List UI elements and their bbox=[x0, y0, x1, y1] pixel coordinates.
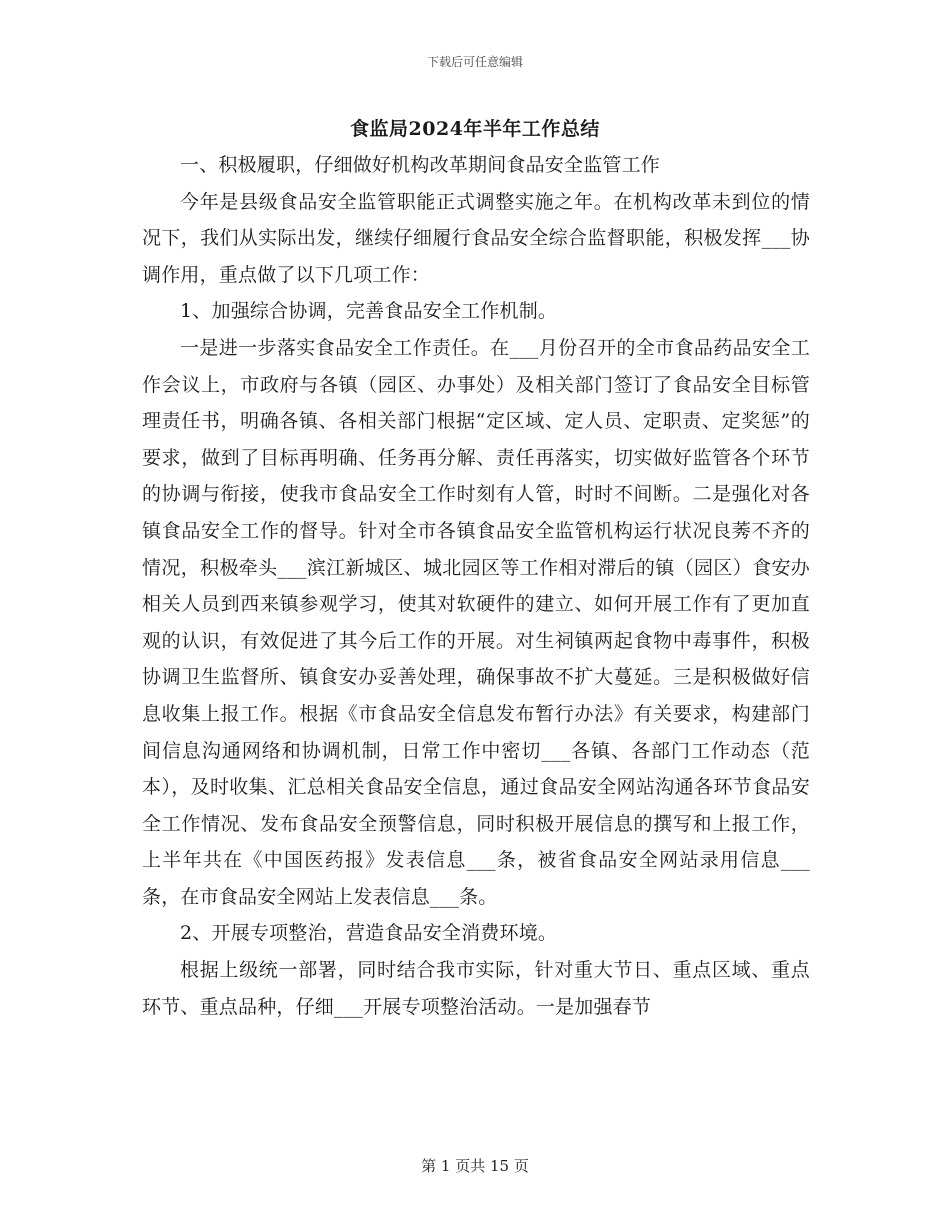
paragraph: 今年是县级食品安全监管职能正式调整实施之年。在机构改革未到位的情况下，我们从实际出发，继续仔细履行食品安全综合监督职能，积极发挥___协调作用，重点做了以下几项工作： bbox=[142, 190, 810, 286]
page-footer: 第 1 页共 15 页 bbox=[421, 1157, 529, 1175]
document-body bbox=[142, 147, 810, 1025]
document-title: 食监局2024年半年工作总结 bbox=[350, 118, 600, 140]
paragraph: 根据上级统一部署，同时结合我市实际，针对重大节日、重点区域、重点环节、重点品种，仔细___开展专项整治活动。一是加强春节 bbox=[142, 959, 810, 1018]
subsection-heading: 2、开展专项整治，营造食品安全消费环境。 bbox=[180, 922, 558, 945]
subsection-heading: 1、加强综合协调，完善食品安全工作机制。 bbox=[180, 300, 558, 323]
paragraph: 一是进一步落实食品安全工作责任。在___月份召开的全市食品药品安全工作会议上，市政府与各镇（园区、办事处）及相关部门签订了食品安全目标管理责任书，明确各镇、各相关部门根据“定区域、定人员、定职责、定奖惩”的要求，做到了目标再明确、任务再分解、责任再落实，切实做好监管各个环节的协调与衔接，使我市食品安全工作时刻有人管，时时不间断。二是强化对各镇食品安全工作的督导。针对全市各镇食品安全监管机构运行状况良莠不齐的情况，积极牵头___滨江新城区、城北园区等工作相对滞后的镇（园区）食安办相关人员到西来镇参观学习，使其对软硬件的建立、如何开展工作有了更加直观的认识，有效促进了其今后工作的开展。对生祠镇两起食物中毒事件，积极协调卫生监督所、镇食安办妥善处理，确保事故不扩大蔓延。三是积极做好信息收集上报工作。根据《市食品安全信息发布暂行办法》有关要求，构建部门间信息沟通网络和协调机制，日常工作中密切___各镇、各部门工作动态（范本），及时收集、汇总相关食品安全信息，通过食品安全网站沟通各环节食品安全工作情况、发布食品安全预警信息，同时积极开展信息的撰写和上报工作，上半年共在《中国医药报》发表信息___条，被省食品安全网站录用信息___条，在市食品安全网站上发表信息___条。 bbox=[142, 336, 810, 908]
section-heading: 一、积极履职，仔细做好机构改革期间食品安全监管工作 bbox=[180, 154, 661, 176]
page-header: 下载后可任意编辑 bbox=[426, 55, 523, 69]
